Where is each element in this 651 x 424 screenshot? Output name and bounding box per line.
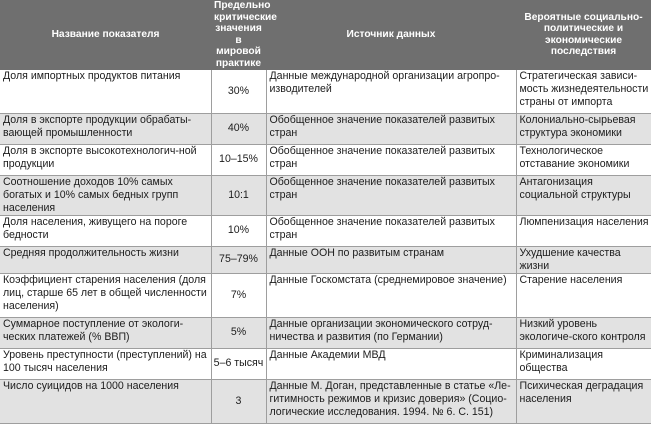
indicator-name: Число суицидов на 1000 населения (0, 380, 211, 424)
data-source: Обобщенное значение показателей развитых стран (266, 175, 516, 215)
data-source: Данные организации экономического сотруд-ничества и развития (по Германии) (266, 318, 516, 349)
consequences: Стратегическая зависи-мость жизнедеятельности страны от импорта (516, 70, 651, 114)
critical-value: 75–79% (211, 246, 266, 273)
indicator-name: Доля в экспорте высокотехнологич-ной продукции (0, 144, 211, 175)
data-source: Данные М. Доган, представленные в статье «Ле-гитимность режимов и кризис доверия» (Социо-логические исследования. 1994. № 6. С. 151) (266, 380, 516, 424)
consequences: Ухудшение качества жизни (516, 246, 651, 273)
indicator-name: Соотношение доходов 10% самых богатых и 10% самых бедных групп населения (0, 175, 211, 215)
consequences: Психическая деградация населения (516, 380, 651, 424)
table-row (0, 215, 651, 246)
critical-value: 40% (211, 113, 266, 144)
indicator-name: Уровень преступности (преступлений) на 100 тысяч населения (0, 349, 211, 380)
indicator-name: Доля импортных продуктов питания (0, 70, 211, 114)
table-row (0, 175, 651, 215)
table-row (0, 70, 651, 114)
header-data-source: Источник данных (266, 0, 516, 70)
data-source: Данные ООН по развитым странам (266, 246, 516, 273)
table-row (0, 144, 651, 175)
indicator-name: Коэффициент старения населения (доля лиц, старше 65 лет в общей численности населения) (0, 274, 211, 318)
indicator-name: Доля населения, живущего на пороге бедности (0, 215, 211, 246)
indicator-name: Средняя продолжительность жизни (0, 246, 211, 273)
data-source: Данные международной организации агропро-изводителей (266, 70, 516, 114)
critical-value: 5–6 тысяч (211, 349, 266, 380)
critical-value: 10:1 (211, 175, 266, 215)
table-row (0, 380, 651, 424)
indicator-name: Суммарное поступление от экологи-ческих платежей (% ВВП) (0, 318, 211, 349)
critical-value: 30% (211, 70, 266, 114)
consequences: Криминализация общества (516, 349, 651, 380)
critical-value: 10–15% (211, 144, 266, 175)
table-header-row (0, 0, 651, 70)
critical-value: 7% (211, 274, 266, 318)
header-consequences: Вероятные социально-политические и экономические последствия (516, 0, 651, 70)
consequences: Технологическое отставание экономики (516, 144, 651, 175)
consequences: Антагонизация социальной структуры (516, 175, 651, 215)
data-source: Обобщенное значение показателей развитых стран (266, 113, 516, 144)
critical-value: 10% (211, 215, 266, 246)
critical-value: 5% (211, 318, 266, 349)
header-critical-value: Предельно критические значения в мировой практике (211, 0, 266, 70)
consequences: Колониально-сырьевая структура экономики (516, 113, 651, 144)
indicator-name: Доля в экспорте продукции обрабаты-вающей промышленности (0, 113, 211, 144)
data-source: Данные Госкомстата (среднемировое значение) (266, 274, 516, 318)
consequences: Низкий уровень экологиче-ского контроля (516, 318, 651, 349)
data-source: Обобщенное значение показателей развитых стран (266, 144, 516, 175)
table-row (0, 349, 651, 380)
data-source: Обобщенное значение показателей развитых стран (266, 215, 516, 246)
consequences: Старение населения (516, 274, 651, 318)
consequences: Люмпенизация населения (516, 215, 651, 246)
critical-value: 3 (211, 380, 266, 424)
table-row (0, 246, 651, 273)
table-row (0, 274, 651, 318)
table-row (0, 318, 651, 349)
header-indicator-name: Название показателя (0, 0, 211, 70)
table-row (0, 113, 651, 144)
data-source: Данные Академии МВД (266, 349, 516, 380)
